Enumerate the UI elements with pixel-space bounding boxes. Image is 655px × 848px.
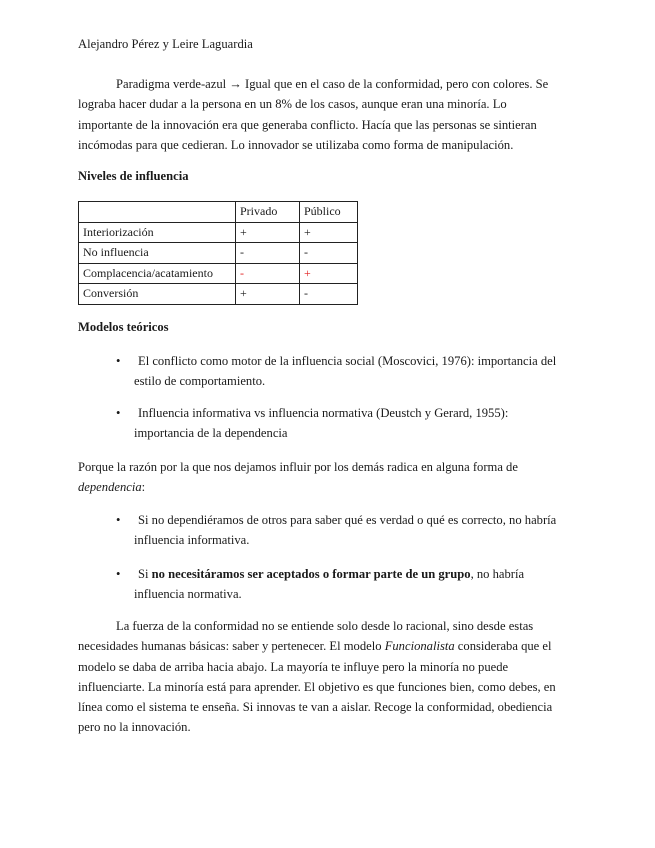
para3-line4: influenciarte. La minoría está para aprender. El objetivo es que funciones bien, como debes, en xyxy=(78,679,556,694)
bullet-text-post: , no habría xyxy=(470,567,525,581)
para1-line4: incómodas para que cedieran. Lo innovador se utilizaba como forma de manipulación. xyxy=(78,137,514,152)
heading-niveles-influencia: Niveles de influencia xyxy=(78,169,189,183)
para3-emphasis: Funcionalista xyxy=(384,639,455,654)
table-cell-privado: - xyxy=(236,243,300,264)
bullet-icon: • xyxy=(116,354,121,368)
para3-line5: línea como el sistema te enseña. Si innovas te van a aislar. Recoge la conformidad, obediencia xyxy=(78,700,553,715)
bullet-text-line1: Influencia informativa vs influencia normativa (Deustch y Gerard, 1955): xyxy=(138,406,509,420)
para1-line2: lograba hacer dudar a la persona en un 8% de los casos, aunque eran una minoría. Lo xyxy=(78,97,507,112)
table-cell-label: Conversión xyxy=(79,284,236,305)
para3-line1: La fuerza de la conformidad no se entiende solo desde lo racional, sino desde estas xyxy=(116,619,534,633)
bullet-text-line2: importancia de la dependencia xyxy=(134,426,288,441)
para2-line1: Porque la razón por la que nos dejamos influir por los demás radica en alguna forma de xyxy=(78,460,518,474)
list-item xyxy=(116,564,578,605)
list-item xyxy=(116,351,578,392)
bullet-icon: • xyxy=(116,567,121,581)
para2-emphasis: dependencia xyxy=(78,480,142,495)
table-row xyxy=(79,243,358,264)
para3-line3: modelo se daba de arriba hacia abajo. La mayoría te influye pero la minoría no puede xyxy=(78,659,509,674)
table-row xyxy=(79,222,358,243)
table-cell-publico: + xyxy=(300,263,358,284)
table-cell-publico: + xyxy=(300,222,358,243)
para2-line2-rest: : xyxy=(141,480,146,495)
para1-line1: Paradigma verde-azul → Igual que en el caso de la conformidad, pero con colores. Se xyxy=(116,77,549,91)
paragraph-paradigma xyxy=(78,74,578,155)
table-header-cell: Privado xyxy=(236,202,300,223)
table-header-cell xyxy=(79,202,236,223)
bullet-text-line2: influencia informativa. xyxy=(134,533,250,548)
list-item xyxy=(116,510,578,551)
bullet-icon: • xyxy=(116,406,121,420)
list-item xyxy=(116,403,578,444)
para3-line2-post: consideraba que el xyxy=(454,639,552,654)
bullet-text-line2: influencia normativa. xyxy=(134,587,242,602)
page-header-authors: Alejandro Pérez y Leire Laguardia xyxy=(78,37,253,51)
table-header-cell: Público xyxy=(300,202,358,223)
table-cell-label: Complacencia/acatamiento xyxy=(79,263,236,284)
bullet-icon: • xyxy=(116,513,121,527)
para3-line6: pero no la innovación. xyxy=(78,720,191,735)
table-cell-privado: + xyxy=(236,222,300,243)
table-row xyxy=(79,284,358,305)
paragraph-dependencia xyxy=(78,457,578,498)
influence-table xyxy=(78,201,358,305)
table-cell-privado: - xyxy=(236,263,300,284)
paragraph-fuerza-conformidad xyxy=(78,616,578,738)
para3-line2-pre: necesidades humanas básicas: saber y pertenecer. El modelo xyxy=(78,639,385,654)
bullet-text-pre: Si xyxy=(138,567,152,581)
bullet-text-bold: no necesitáramos ser aceptados o formar parte de un grupo xyxy=(151,567,471,581)
table-header-row xyxy=(79,202,358,223)
bullet-text-line1: Si no dependiéramos de otros para saber qué es verdad o qué es correcto, no habría xyxy=(138,513,557,527)
table-cell-publico: - xyxy=(300,243,358,264)
heading-modelos-teoricos: Modelos teóricos xyxy=(78,320,169,334)
para1-line3: importante de la innovación era que generaba conflicto. Hacía que las personas se sintieran xyxy=(78,117,537,132)
bullet-text-line2: estilo de comportamiento. xyxy=(134,374,266,389)
table-cell-publico: - xyxy=(300,284,358,305)
bullet-text-line1: El conflicto como motor de la influencia social (Moscovici, 1976): importancia del xyxy=(138,354,557,368)
table-cell-label: Interiorización xyxy=(79,222,236,243)
table-cell-label: No influencia xyxy=(79,243,236,264)
table-cell-privado: + xyxy=(236,284,300,305)
table-row xyxy=(79,263,358,284)
